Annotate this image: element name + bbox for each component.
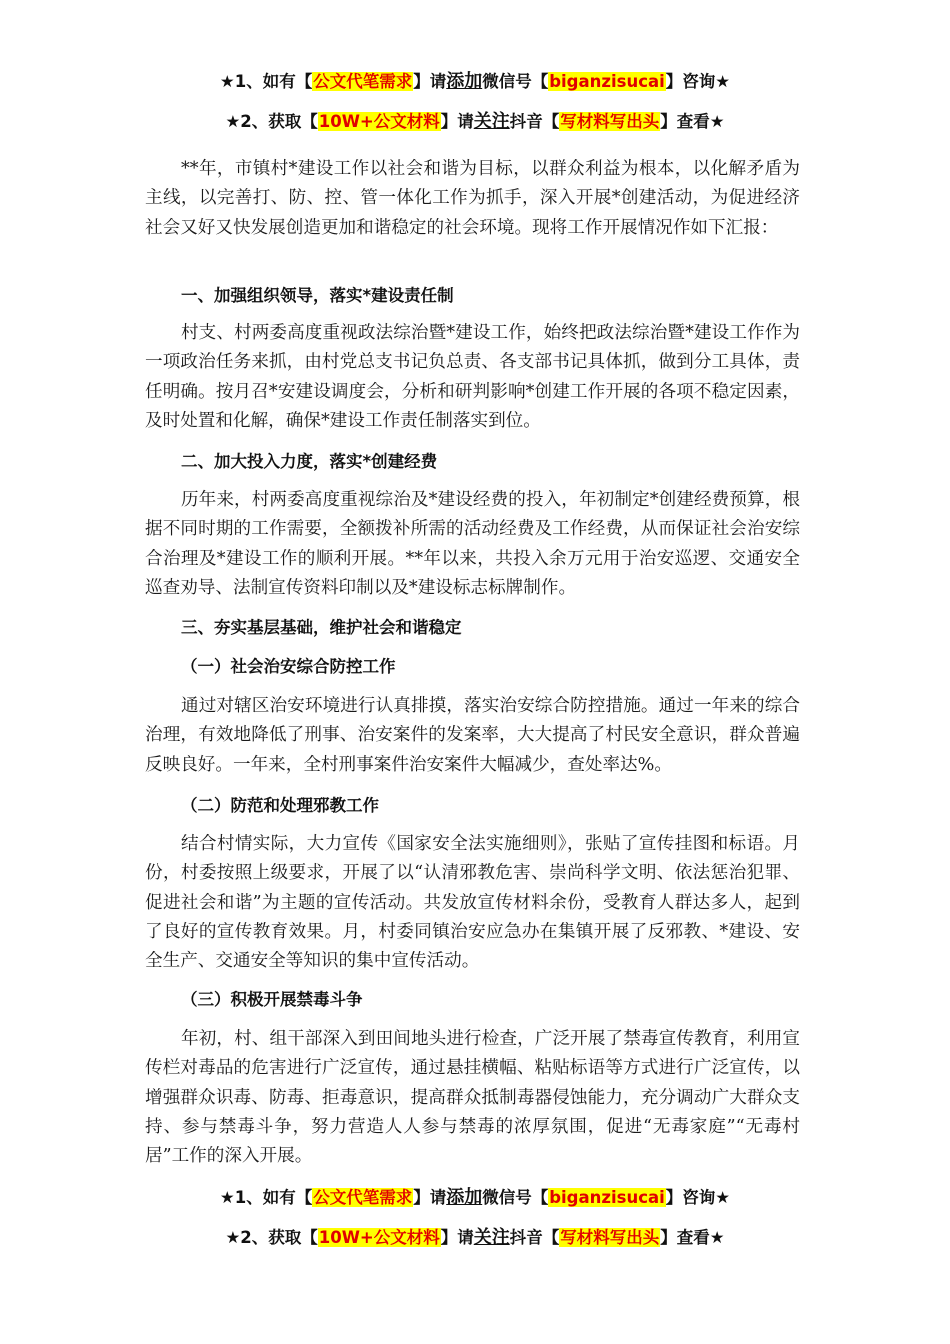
banner-highlight: 10W+公文材料 <box>318 112 440 131</box>
banner-text: ★2、获取【 <box>225 112 318 131</box>
section-heading-3: 三、夯实基层基础，维护社会和谐稳定 <box>181 618 462 637</box>
section-2-paragraph: 历年来，村两委高度重视综治及*建设经费的投入，年初制定*创建经费预算，根据不同时期的工作需要，全额拨补所需的活动经费及工作经费，从而保证社会治安综合治理及*建设工作的顺利开展。**年以来，共投入余万元用于治安巡逻、交通安全巡查劝导、法制宣传资料印制以及*建设标志标牌制作。 <box>145 490 800 598</box>
promo-banner-douyin-bottom <box>0 1226 950 1250</box>
subsection-3-2 <box>145 794 800 818</box>
banner-text: ★1、如有【 <box>219 72 313 91</box>
subsection-3-3-body <box>145 1025 800 1171</box>
promo-banner-wechat-top <box>0 70 950 94</box>
banner-text: 抖音【 <box>509 112 560 131</box>
banner-text: 抖音【 <box>509 1228 560 1247</box>
subsection-3-3 <box>145 988 800 1012</box>
banner-text: 微信号【 <box>482 1188 549 1207</box>
banner-text: 】请 <box>413 72 447 91</box>
subsection-3-1-body <box>145 692 800 780</box>
subsection-heading-3-1: （一）社会治安综合防控工作 <box>181 657 396 676</box>
banner-highlight: 写材料写出头 <box>560 1228 660 1247</box>
banner-text: ★1、如有【 <box>219 1188 313 1207</box>
section-2 <box>145 450 800 474</box>
banner-text: ★2、获取【 <box>225 1228 318 1247</box>
intro-paragraph: **年，市镇村*建设工作以社会和谐为目标，以群众利益为根本，以化解矛盾为主线，以完善打、防、控、管一体化工作为抓手，深入开展*创建活动，为促进经济社会又好又快发展创造更加和谐稳定的社会环境。现将工作开展情况作如下汇报： <box>145 159 800 238</box>
section-3 <box>145 616 800 640</box>
subsection-3-1-paragraph: 通过对辖区治安环境进行认真排摸，落实治安综合防控措施。通过一年来的综合治理，有效地降低了刑事、治安案件的发案率，大大提高了村民安全意识，群众普遍反映良好。一年来，全村刑事案件治安案件大幅减少，查处率达%。 <box>145 696 800 775</box>
subsection-3-2-paragraph: 结合村情实际，大力宣传《国家安全法实施细则》，张贴了宣传挂图和标语。月份，村委按照上级要求，开展了以“认清邪教危害、崇尚科学文明、依法惩治犯罪、促进社会和谐”为主题的宣传活动。共发放宣传材料余份，受教育人群达多人，起到了良好的宣传教育效果。月，村委同镇治安应急办在集镇开展了反邪教、*建设、安全生产、交通安全等知识的集中宣传活动。 <box>145 834 800 972</box>
banner-text: 】咨询★ <box>665 1188 731 1207</box>
banner-highlight: biganzisucai <box>549 1188 665 1207</box>
section-2-body <box>145 486 800 603</box>
subsection-3-2-body <box>145 830 800 976</box>
section-1 <box>145 284 800 308</box>
section-heading-2: 二、加大投入力度，落实*创建经费 <box>181 452 438 471</box>
banner-underlined-text: 添加 <box>446 1187 483 1208</box>
banner-underlined-text: 添加 <box>446 71 483 92</box>
banner-text: 】查看★ <box>660 112 725 131</box>
banner-text: 】咨询★ <box>665 72 731 91</box>
section-1-body <box>145 319 800 436</box>
section-1-paragraph: 村支、村两委高度重视政法综治暨*建设工作，始终把政法综治暨*建设工作作为一项政治任务来抓，由村党总支书记负总责、各支部书记具体抓，做到分工具体，责任明确。按月召*安建设调度会，分析和研判影响*创建工作开展的各项不稳定因素，及时处置和化解，确保*建设工作责任制落实到位。 <box>145 323 800 431</box>
banner-highlight: 公文代笔需求 <box>313 1188 413 1207</box>
banner-highlight: 公文代笔需求 <box>313 72 413 91</box>
subsection-heading-3-2: （二）防范和处理邪教工作 <box>181 796 379 815</box>
banner-text: 微信号【 <box>482 72 549 91</box>
subsection-3-1 <box>145 655 800 679</box>
intro-paragraph-block <box>145 155 800 243</box>
section-heading-1: 一、加强组织领导，落实*建设责任制 <box>181 286 454 305</box>
banner-text: 】请 <box>413 1188 447 1207</box>
subsection-3-3-paragraph: 年初，村、组干部深入到田间地头进行检查，广泛开展了禁毒宣传教育，利用宣传栏对毒品的危害进行广泛宣传，通过悬挂横幅、粘贴标语等方式进行广泛宣传，以增强群众识毒、防毒、拒毒意识，提高群众抵制毒器侵蚀能力，充分调动广大群众支持、参与禁毒斗争，努力营造人人参与禁毒的浓厚氛围，促进“无毒家庭”“无毒村居”工作的深入开展。 <box>145 1029 800 1167</box>
banner-highlight: biganzisucai <box>549 72 665 91</box>
banner-highlight: 写材料写出头 <box>560 112 660 131</box>
banner-highlight: 10W+公文材料 <box>318 1228 440 1247</box>
subsection-heading-3-3: （三）积极开展禁毒斗争 <box>181 990 363 1009</box>
banner-text: 】请 <box>440 112 474 131</box>
banner-underlined-text: 关注 <box>473 1227 510 1248</box>
promo-banner-douyin-top <box>0 110 950 134</box>
banner-text: 】请 <box>440 1228 474 1247</box>
banner-underlined-text: 关注 <box>473 111 510 132</box>
promo-banner-wechat-bottom <box>0 1186 950 1210</box>
banner-text: 】查看★ <box>660 1228 725 1247</box>
